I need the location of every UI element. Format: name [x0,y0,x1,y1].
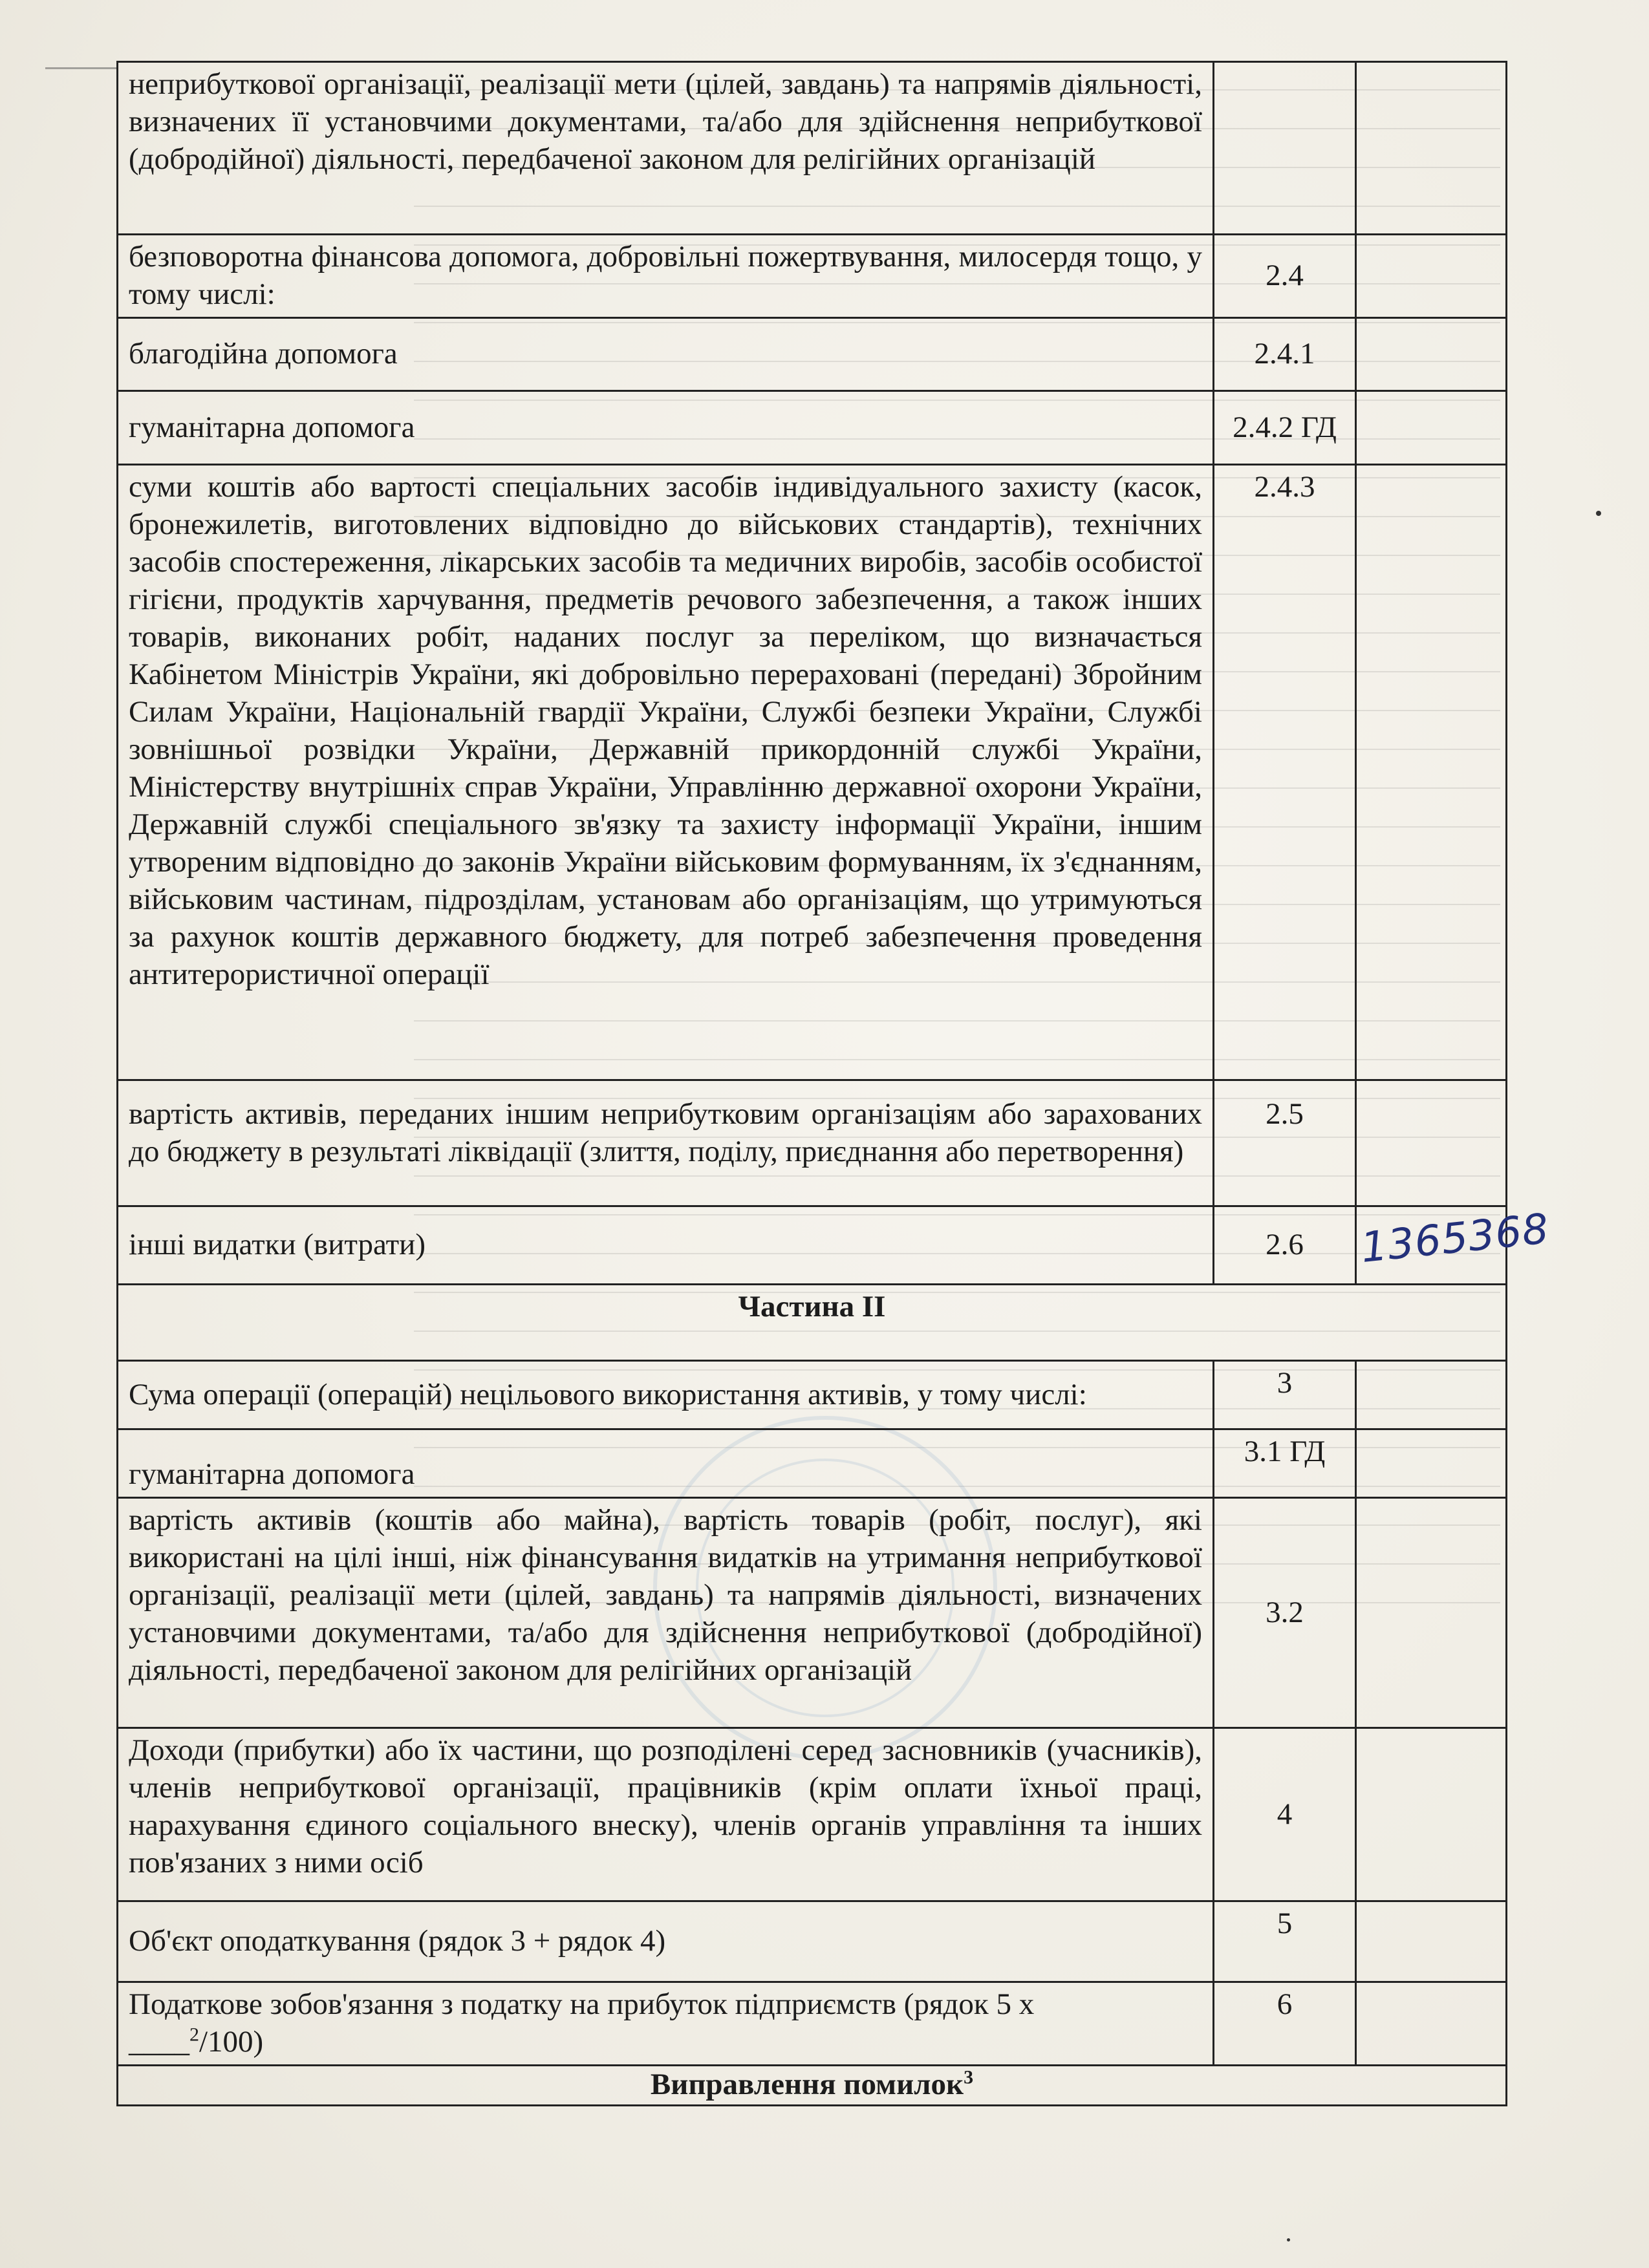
declaration-table [116,61,1552,2106]
row-description: безповоротна фінансова допомога, добровільні пожертвування, милосердя тощо, у тому числі: [118,235,1214,318]
row-6-text: Податкове зобов'язання з податку на прибуток підприємств (рядок 5 х [129,1987,1035,2021]
row-code: 3.2 [1214,1498,1356,1728]
row-description: вартість активів (коштів або майна), вартість товарів (робіт, послуг), які використані на цілі інші, ніж фінансування видатків на утримання неприбуткової організації, реалізації мети (цілей, завдань) та напрямів діяльності, визначених установчими документами, та/або для здійснення неприбуткової (добродійної) діяльності, передбаченої законом для релігійних організацій [118,1498,1214,1728]
row-value[interactable] [1356,1901,1507,1982]
row-code: 2.4 [1214,235,1356,318]
row-value[interactable] [1356,391,1507,465]
row-code: 2.4.2 ГД [1214,391,1356,465]
row-description: інші видатки (витрати) [118,1206,1214,1285]
row-code: 2.5 [1214,1080,1356,1206]
scan-mark [45,67,116,69]
table-row [118,1206,1507,1285]
footnote-ref-2: 2 [189,2024,199,2046]
row-description: суми коштів або вартості спеціальних засобів індивідуального захисту (касок, бронежилетів, виготовлених відповідно до військових стандартів), технічних засобів спостереження, лікарських засобів та медичних виробів, засобів особистої гігієни, продуктів харчування, предметів речового забезпечення, а також інших товарів, виконаних робіт, наданих послуг за переліком, що визначається Кабінетом Міністрів України, які добровільно перераховані (передані) Збройним Силам України, Національній гвардії України, Службі безпеки України, Службі зовнішньої розвідки України, Державній прикордонній службі України, Міністерству внутрішніх справ України, Управлінню державної охорони України, Державній службі спеціального зв'язку та захисту інформації України, іншим утвореним відповідно до законів України військовим формуванням, їх з'єднанням, військовим частинам, підрозділам, установам або організаціям, що утримуються за рахунок коштів державного бюджету, для потреб забезпечення проведення антитерористичної операції [118,465,1214,1080]
scan-dot [1596,511,1601,516]
section-title-part2: Частина II [118,1285,1507,1361]
section-title-corrections [118,2066,1507,2106]
row-value[interactable] [1356,1498,1507,1728]
row-value[interactable] [1356,465,1507,1080]
corrections-title: Виправлення помилок [650,2068,964,2101]
section-row [118,2066,1507,2106]
handwritten-amount: 1365368 [1358,1204,1552,1273]
table-row [118,1361,1507,1429]
row-value[interactable] [1356,318,1507,391]
row-description [118,1982,1214,2066]
row-code [1214,62,1356,235]
row-code: 6 [1214,1982,1356,2066]
row-6-blank: ____ [129,2025,189,2059]
row-code: 2.4.3 [1214,465,1356,1080]
footnote-ref-3: 3 [964,2066,974,2088]
row-description: Об'єкт оподаткування (рядок 3 + рядок 4) [118,1901,1214,1982]
table-row [118,318,1507,391]
row-description: Сума операції (операцій) нецільового використання активів, у тому числі: [118,1361,1214,1429]
row-value[interactable] [1356,1204,1552,1285]
row-value[interactable] [1356,235,1507,318]
table-row [118,1080,1507,1206]
row-description: неприбуткової організації, реалізації мети (цілей, завдань) та напрямів діяльності, визначених її установчими документами, та/або для здійснення неприбуткової (добродійної) діяльності, передбаченої законом для релігійних організацій [118,62,1214,235]
row-value[interactable] [1356,62,1507,235]
row-code: 3.1 ГД [1214,1429,1356,1498]
scan-dot [1287,2238,1290,2241]
table-row [118,1498,1507,1728]
row-description: гуманітарна допомога [118,391,1214,465]
row-code: 4 [1214,1728,1356,1901]
row-code: 2.4.1 [1214,318,1356,391]
table-row [118,465,1507,1080]
row-value[interactable] [1356,1080,1507,1206]
row-value[interactable] [1356,1429,1507,1498]
table-row [118,62,1507,235]
section-row [118,1285,1507,1361]
row-value[interactable] [1356,1361,1507,1429]
row-value[interactable] [1356,1982,1507,2066]
table-row [118,391,1507,465]
row-value[interactable] [1356,1728,1507,1901]
table-row [118,1728,1507,1901]
row-code: 3 [1214,1361,1356,1429]
row-description: благодійна допомога [118,318,1214,391]
row-code: 2.6 [1214,1206,1356,1285]
table-row [118,1982,1507,2066]
table-row [118,235,1507,318]
row-6-divisor: /100) [199,2025,264,2059]
table-row [118,1901,1507,1982]
row-code: 5 [1214,1901,1356,1982]
row-description: гуманітарна допомога [118,1429,1214,1498]
row-description: вартість активів, переданих іншим неприбутковим організаціям або зарахованих до бюджету в результаті ліквідації (злиття, поділу, приєднання або перетворення) [118,1080,1214,1206]
table-row [118,1429,1507,1498]
row-description: Доходи (прибутки) або їх частини, що розподілені серед засновників (учасників), членів неприбуткової організації, працівників (крім оплати їхньої праці, нарахування єдиного соціального внеску), членів органів управління та інших пов'язаних з ними осіб [118,1728,1214,1901]
